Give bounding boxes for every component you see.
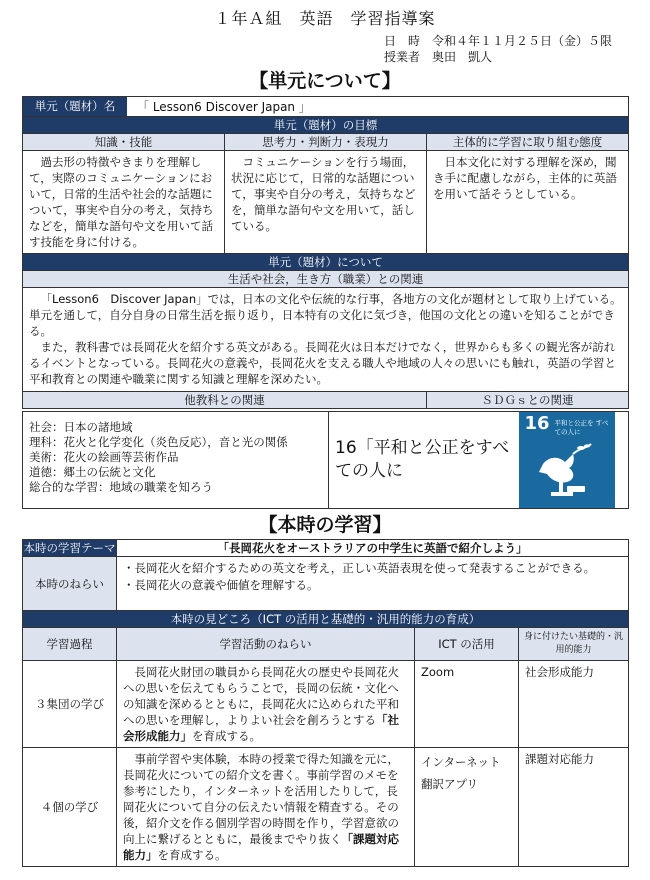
page-title: １年Ａ組 英語 学習指導案 <box>214 9 436 28</box>
about-paragraph-1: 「Lesson6 Discover Japan」では，日本の文化や伝統的な行事，各地方の文化が題材として取り上げている。単元を通して，自分自身の日常生活を振り返り，日本特有の文化に気づき，他国の文化との違いを知ることができる。 <box>29 292 622 338</box>
unit-section-heading: 【単元について】 <box>249 70 401 92</box>
lesson-theme: 「長岡花火をオーストラリアの中学生に英語で紹介しよう」 <box>117 540 629 557</box>
other-subject-moral: 道徳：郷土の伝統と文化 <box>29 465 156 479</box>
aim-1: ・長岡花火を紹介するための英文を考え，正しい英語表現を使って発表することができる。 <box>123 561 596 575</box>
aim-bold-individual: 「課題対応能力」 <box>123 832 399 862</box>
goal-label-knowledge: 知識・技能 <box>23 134 225 151</box>
about-paragraph-2: また，教科書では長岡花火を紹介する英文がある。長岡花火は日本だけでなく，世界からも多くの観光客が訪れるイベントとなっている。長岡花火の意義や，長岡花火を支える職人や地域の人々の思いにも触れ，英語の学習と平和教育との関連や職業に関する知識と理解を深めたい。 <box>29 340 616 386</box>
aim-2: ・長岡花火の意義や価値を理解する。 <box>123 578 319 592</box>
sdgs-goal-text: 16「平和と公正をすべての人に <box>329 412 519 509</box>
goal-label-thinking: 思考力・判断力・表現力 <box>225 134 427 151</box>
sdgs-heading: ＳＤＧｓとの関連 <box>427 392 629 409</box>
other-subject-social: 社会：日本の諸地域 <box>29 420 133 434</box>
ict-individual <box>415 748 519 867</box>
goal-label-attitude: 主体的に学習に取り組む態度 <box>427 134 629 151</box>
relations-table <box>22 411 629 509</box>
aim-text-group: 長岡花火財団の職員から長岡花火の歴史や長岡花火への思いを伝えてもらうことで，長岡の伝統・文化への知識を深めるとともに，長岡花火に込められた平和への思いを理解し，よりよい社会を創ろうとする「社会形成能力」を育成する。 <box>117 661 415 748</box>
highlight-heading: 本時の見どころ（ICT の活用と基礎的・汎用的能力の育成） <box>23 611 629 628</box>
goal-text-thinking: コミュニケーションを行う場面，状況に応じて，日常的な話題について，事実や自分の考え，気持ちなどを，簡単な語句や文を用いて，話している。 <box>225 151 427 254</box>
other-subjects-heading: 他教科との関連 <box>23 392 427 409</box>
col-ict: ICT の活用 <box>415 628 519 661</box>
process-individual: ４個の学び <box>23 748 117 867</box>
unit-table <box>22 96 629 409</box>
lesson-table <box>22 539 629 867</box>
ability-individual: 課題対応能力 <box>519 748 629 867</box>
col-process: 学習過程 <box>23 628 117 661</box>
ict-zoom: Zoom <box>421 665 455 679</box>
ict-group <box>415 661 519 748</box>
theme-label: 本時の学習テーマ <box>23 541 116 555</box>
other-subject-science: 理科：花火と化学変化（炎色反応），音と光の関係 <box>29 435 288 449</box>
ability-group: 社会形成能力 <box>519 661 629 748</box>
other-subjects-list <box>23 412 329 509</box>
goal-text-knowledge: 過去形の特徴やきまりを理解して，実際のコミュニケーションにおいて，日常的生活や社会的な話題について，事実や自分の考え，気持ちなどを，簡単な語句や文を用いて話す技能を身に付ける。 <box>23 151 225 254</box>
unit-name: 「 Lesson6 Discover Japan 」 <box>137 99 311 114</box>
about-heading: 単元（題材）について <box>23 254 629 271</box>
other-subject-integrated: 総合的な学習：地域の職業を知ろう <box>29 480 213 494</box>
date-line: 日 時 令和４年１１月２５日（金）５限 <box>384 34 613 48</box>
other-subject-art: 美術：花火の絵画等芸術作品 <box>29 450 179 464</box>
aim-bold-group: 「社会形成能力」 <box>123 713 399 743</box>
sdg-caption: 平和と公正を すべての人に <box>554 419 609 436</box>
goal-text-attitude: 日本文化に対する理解を深め，聞き手に配慮しながら，主体的に英語を用いて話そうとしている。 <box>427 151 629 254</box>
aim-label: 本時のねらい <box>23 557 117 611</box>
process-group: ３集団の学び <box>23 661 117 748</box>
lesson-section-heading: 【本時の学習】 <box>258 514 392 536</box>
col-aim: 学習活動のねらい <box>117 628 415 661</box>
teacher-line: 授業者 奥田 凱人 <box>384 50 493 64</box>
sdg16-icon <box>519 412 615 508</box>
ict-internet: インターネット <box>421 755 501 769</box>
sdg-number: 16 <box>524 413 550 434</box>
unit-name-label: 単元（題材）名 <box>23 97 127 116</box>
goals-heading: 単元（題材）の目標 <box>23 117 629 134</box>
dove-gavel-icon <box>529 442 605 502</box>
aim-text-individual: 事前学習や実体験，本時の授業で得た知識を元に，長岡花火についての紹介文を書く。事前学習のメモを参考にしたり，インターネットを活用したりして，長岡花火について自分の伝えたい情報を精査する。その後，紹介文を作る個別学習の時間を作り，学習意欲の向上に繋げるとともに，最後までやり抜く「課題対応能力」を育成する。 <box>117 748 415 867</box>
col-ability: 身に付けたい基礎的・汎用的能力 <box>519 628 629 661</box>
ict-translation-app: 翻訳アプリ <box>421 777 479 791</box>
life-heading: 生活や社会，生き方（職業）との関連 <box>23 271 629 288</box>
